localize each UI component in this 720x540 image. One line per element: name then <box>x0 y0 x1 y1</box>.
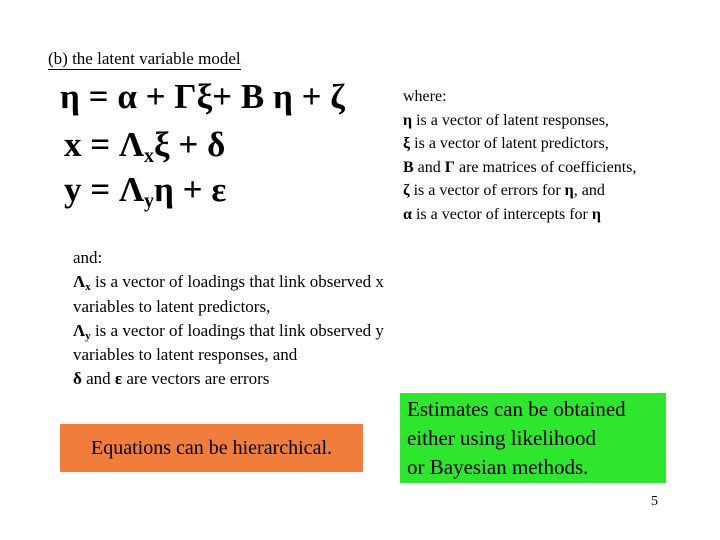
where-intro: where: <box>403 88 447 105</box>
definition-line: variables to latent responses, and <box>73 345 298 365</box>
loading-definitions <box>73 246 384 392</box>
definition-line: $\Lambda_x$ is a vector of loadings that link observed x <box>73 272 384 294</box>
where-definitions <box>403 85 636 226</box>
definition-line: ξ is a vector of latent predictors, <box>403 135 609 152</box>
definition-line: Β and Γ are matrices of coefficients, <box>403 158 637 176</box>
hierarchical-note-box: Equations can be hierarchical. <box>60 424 363 472</box>
definition-line: ζ is a vector of errors for η, and <box>403 182 605 199</box>
estimation-note-line: Estimates can be obtained <box>407 397 626 421</box>
definition-line: α is a vector of intercepts for η <box>403 205 601 223</box>
equation-measurement-x: $x = \Lambda_x\xi + \delta$ <box>64 125 226 167</box>
page-number: 5 <box>651 494 658 509</box>
slide-heading: (b) the latent variable model <box>48 49 241 68</box>
equation-structural: η = α + Γξ+ Β η + ζ <box>60 77 345 116</box>
definition-line: δ and ε are vectors are errors <box>73 369 270 389</box>
estimation-note-box <box>400 393 666 483</box>
equation-measurement-y: $y = \Lambda_y\eta + \varepsilon$ <box>64 170 227 212</box>
definition-line: $\Lambda_y$ is a vector of loadings that link observed y <box>73 320 384 342</box>
estimation-note-line: or Bayesian methods. <box>407 455 589 479</box>
definition-line: variables to latent predictors, <box>73 296 271 316</box>
definition-line: η is a vector of latent responses, <box>403 111 609 129</box>
and-intro: and: <box>73 248 103 267</box>
estimation-note-line: either using likelihood <box>407 426 596 450</box>
